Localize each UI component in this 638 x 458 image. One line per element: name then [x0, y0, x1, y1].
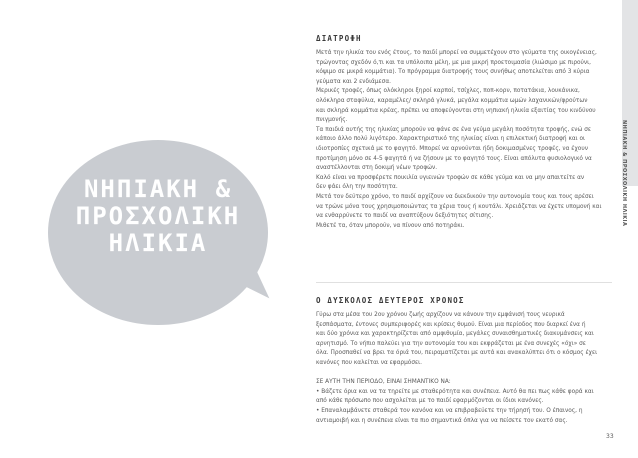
- text-line: Μετά τον δεύτερο χρόνο, το παιδί αρχίζουν να διεκδικούν την αυτονομία τους και τους αρέσει: [316, 193, 594, 200]
- text-line: γεύματα και 2 ενδιάμεσα.: [316, 78, 392, 85]
- text-line: [316, 369, 612, 379]
- text-line: προτίμηση μόνο σε 4-5 φαγητά ή να ζήσουν με το φαγητό τους. Είναι απόλυτα φυσιολογικό να: [316, 155, 592, 162]
- text-line: αρνητισμό. Το νήπιο παλεύει για την αυτονομία του και εκφράζεται με ένα συνεχές «όχι» σε: [316, 340, 586, 347]
- section-heading-nutrition: ΔΙΑΤΡΟΦΗ: [316, 34, 362, 43]
- text-line: Τα παιδιά αυτής της ηλικίας μπορούν να φάνε σε ένα γεύμα μεγάλη ποσότητα τροφής, ενώ σε: [316, 126, 592, 133]
- text-line: Καλό είναι να προσφέρετε ποικιλία υγιεινών τροφών σε κάθε γεύμα και να μην απαιτείτε αν: [316, 174, 585, 181]
- text-line: Μιθετέ τα, όταν μπορούν, να πίνουν από ποτηράκι.: [316, 222, 465, 229]
- section-body-nutrition: [316, 49, 612, 231]
- text-line: ξεσπάσματα, έντονες συμπεριφορές και κρίσεις θυμού. Είναι μια περίοδος που διαρκεί ένα ή: [316, 321, 586, 328]
- chapter-title-line-1: ΝΗΠΙΑΚΗ &: [83, 175, 233, 203]
- section-nutrition: [316, 34, 612, 231]
- section-divider: [316, 282, 612, 283]
- text-line: Μετά την ηλικία του ενός έτους, το παιδί μπορεί να συμμετέχουν στο γεύματα της οικογένειας,: [316, 50, 597, 56]
- text-line: και σκληρά κομμάτια κρέας, πρέπει να αποφεύγονται στη νηπιακή ηλικία εξαιτίας του κινδύνου: [316, 107, 596, 114]
- text-line: πνιγμονής.: [316, 117, 348, 124]
- text-line: αναστέλλονται στη δοκιμή νέων τροφών.: [316, 165, 438, 172]
- chapter-title-line-2: ΠΡΟΣΧΟΛΙΚΗ: [75, 202, 241, 230]
- text-line: ΣΕ ΑΥΤΗ ΤΗΝ ΠΕΡΙΟΔΟ, ΕΙΝΑΙ ΣΗΜΑΝΤΙΚΟ ΝΑ:: [316, 379, 451, 386]
- text-line: Γύρω στα μέσα του 2ου χρόνου ζωής αρχίζουν να κάνουν την εμφάνισή τους νευρικά: [316, 312, 565, 318]
- text-line: ιδιοτροπίες σχετικά με το φαγητό. Μπορεί να αρνούνται ήδη δοκιμασμένες τροφές, να έχουν: [316, 145, 588, 152]
- text-line: • Βάζετε όρια και να τα τηρείτε με σταθερότητα και συνέπεια. Αυτό θα πει πως κάθε φορά και: [316, 388, 594, 395]
- text-line: αντιαμοιβή και η συνέπεια είναι τα πιο σημαντικά όπλα για να πείσετε τον εκατό σας.: [316, 417, 568, 424]
- text-line: όλα. Προσπαθεί να βρει τα όριά του, πειραματίζεται με αυτά και ανακαλύπτει ότι ο κόσμος έχει: [316, 350, 598, 357]
- text-line: κανόνες που καλείται να εφαρμόσει.: [316, 359, 422, 366]
- text-line: να τρώνε μόνα τους χρησιμοποιώντας τα χέρια τους ή κουτάλι. Χρειάζεται να έχετε υπομονή και: [316, 203, 602, 210]
- text-line: να ενθαρρύνετε το παιδί να αναπτύξουν δεξιότητες σίτισης.: [316, 213, 494, 220]
- text-line: και δύο χρόνια και χαρακτηρίζεται από αμφιθυμία, μεγάλες συναισθηματικές διακυμάνσεις και: [316, 331, 594, 338]
- text-line: • Επαναλαμβάνετε σταθερά τον κανόνα και να επιβραβεύετε την τήρησή του. Ο έπαινος, η: [316, 407, 583, 414]
- text-line: τρώγοντας σχεδόν ό,τι και τα υπόλοιπα μέλη, με μια μικρή προετοιμασία (λιώσιμο με πιρούνι,: [316, 59, 591, 66]
- section-body-second-year: [316, 311, 612, 426]
- text-line: Μερικές τροφές, όπως ολόκληροι ξηροί καρποί, τσίχλες, ποπ-κορν, ποτατάκια, λουκάνικα,: [316, 88, 580, 95]
- text-line: ολόκληρα σταφύλια, καραμέλες/ σκληρά γλυκά, μεγάλα κομμάτια ωμών λαχανικών/φρούτων: [316, 97, 588, 104]
- text-line: από κάθε πρόσωπο που ασχολείται με το παιδί εφαρμόζονται οι ίδιοι κανόνες.: [316, 398, 544, 405]
- section-heading-second-year: Ο ΔΥΣΚΟΛΟΣ ΔΕΥΤΕΡΟΣ ΧΡΟΝΟΣ: [316, 296, 465, 305]
- text-line: δεν φάει όλη την ποσότητα.: [316, 184, 398, 191]
- side-tab-label: ΝΗΠΙΑΚΗ & ΠΡΟΣΧΟΛΙΚΗ ΗΛΙΚΙΑ: [621, 120, 627, 227]
- chapter-title: [48, 176, 268, 257]
- chapter-title-line-3: ΗΛΙΚΙΑ: [108, 229, 208, 257]
- text-line: κόψιμο σε μικρά κομμάτια). Το πρόγραμμα διατροφής τους συνήθως αποτελείται από 3 κύρια: [316, 69, 590, 76]
- page-number: 33: [606, 433, 614, 440]
- text-line: κάποιο άλλο πολύ λιγότερο. Χαρακτηριστικό της ηλικίας είναι η επιλεκτική διατροφή και οι: [316, 136, 585, 143]
- section-second-year: [316, 296, 612, 426]
